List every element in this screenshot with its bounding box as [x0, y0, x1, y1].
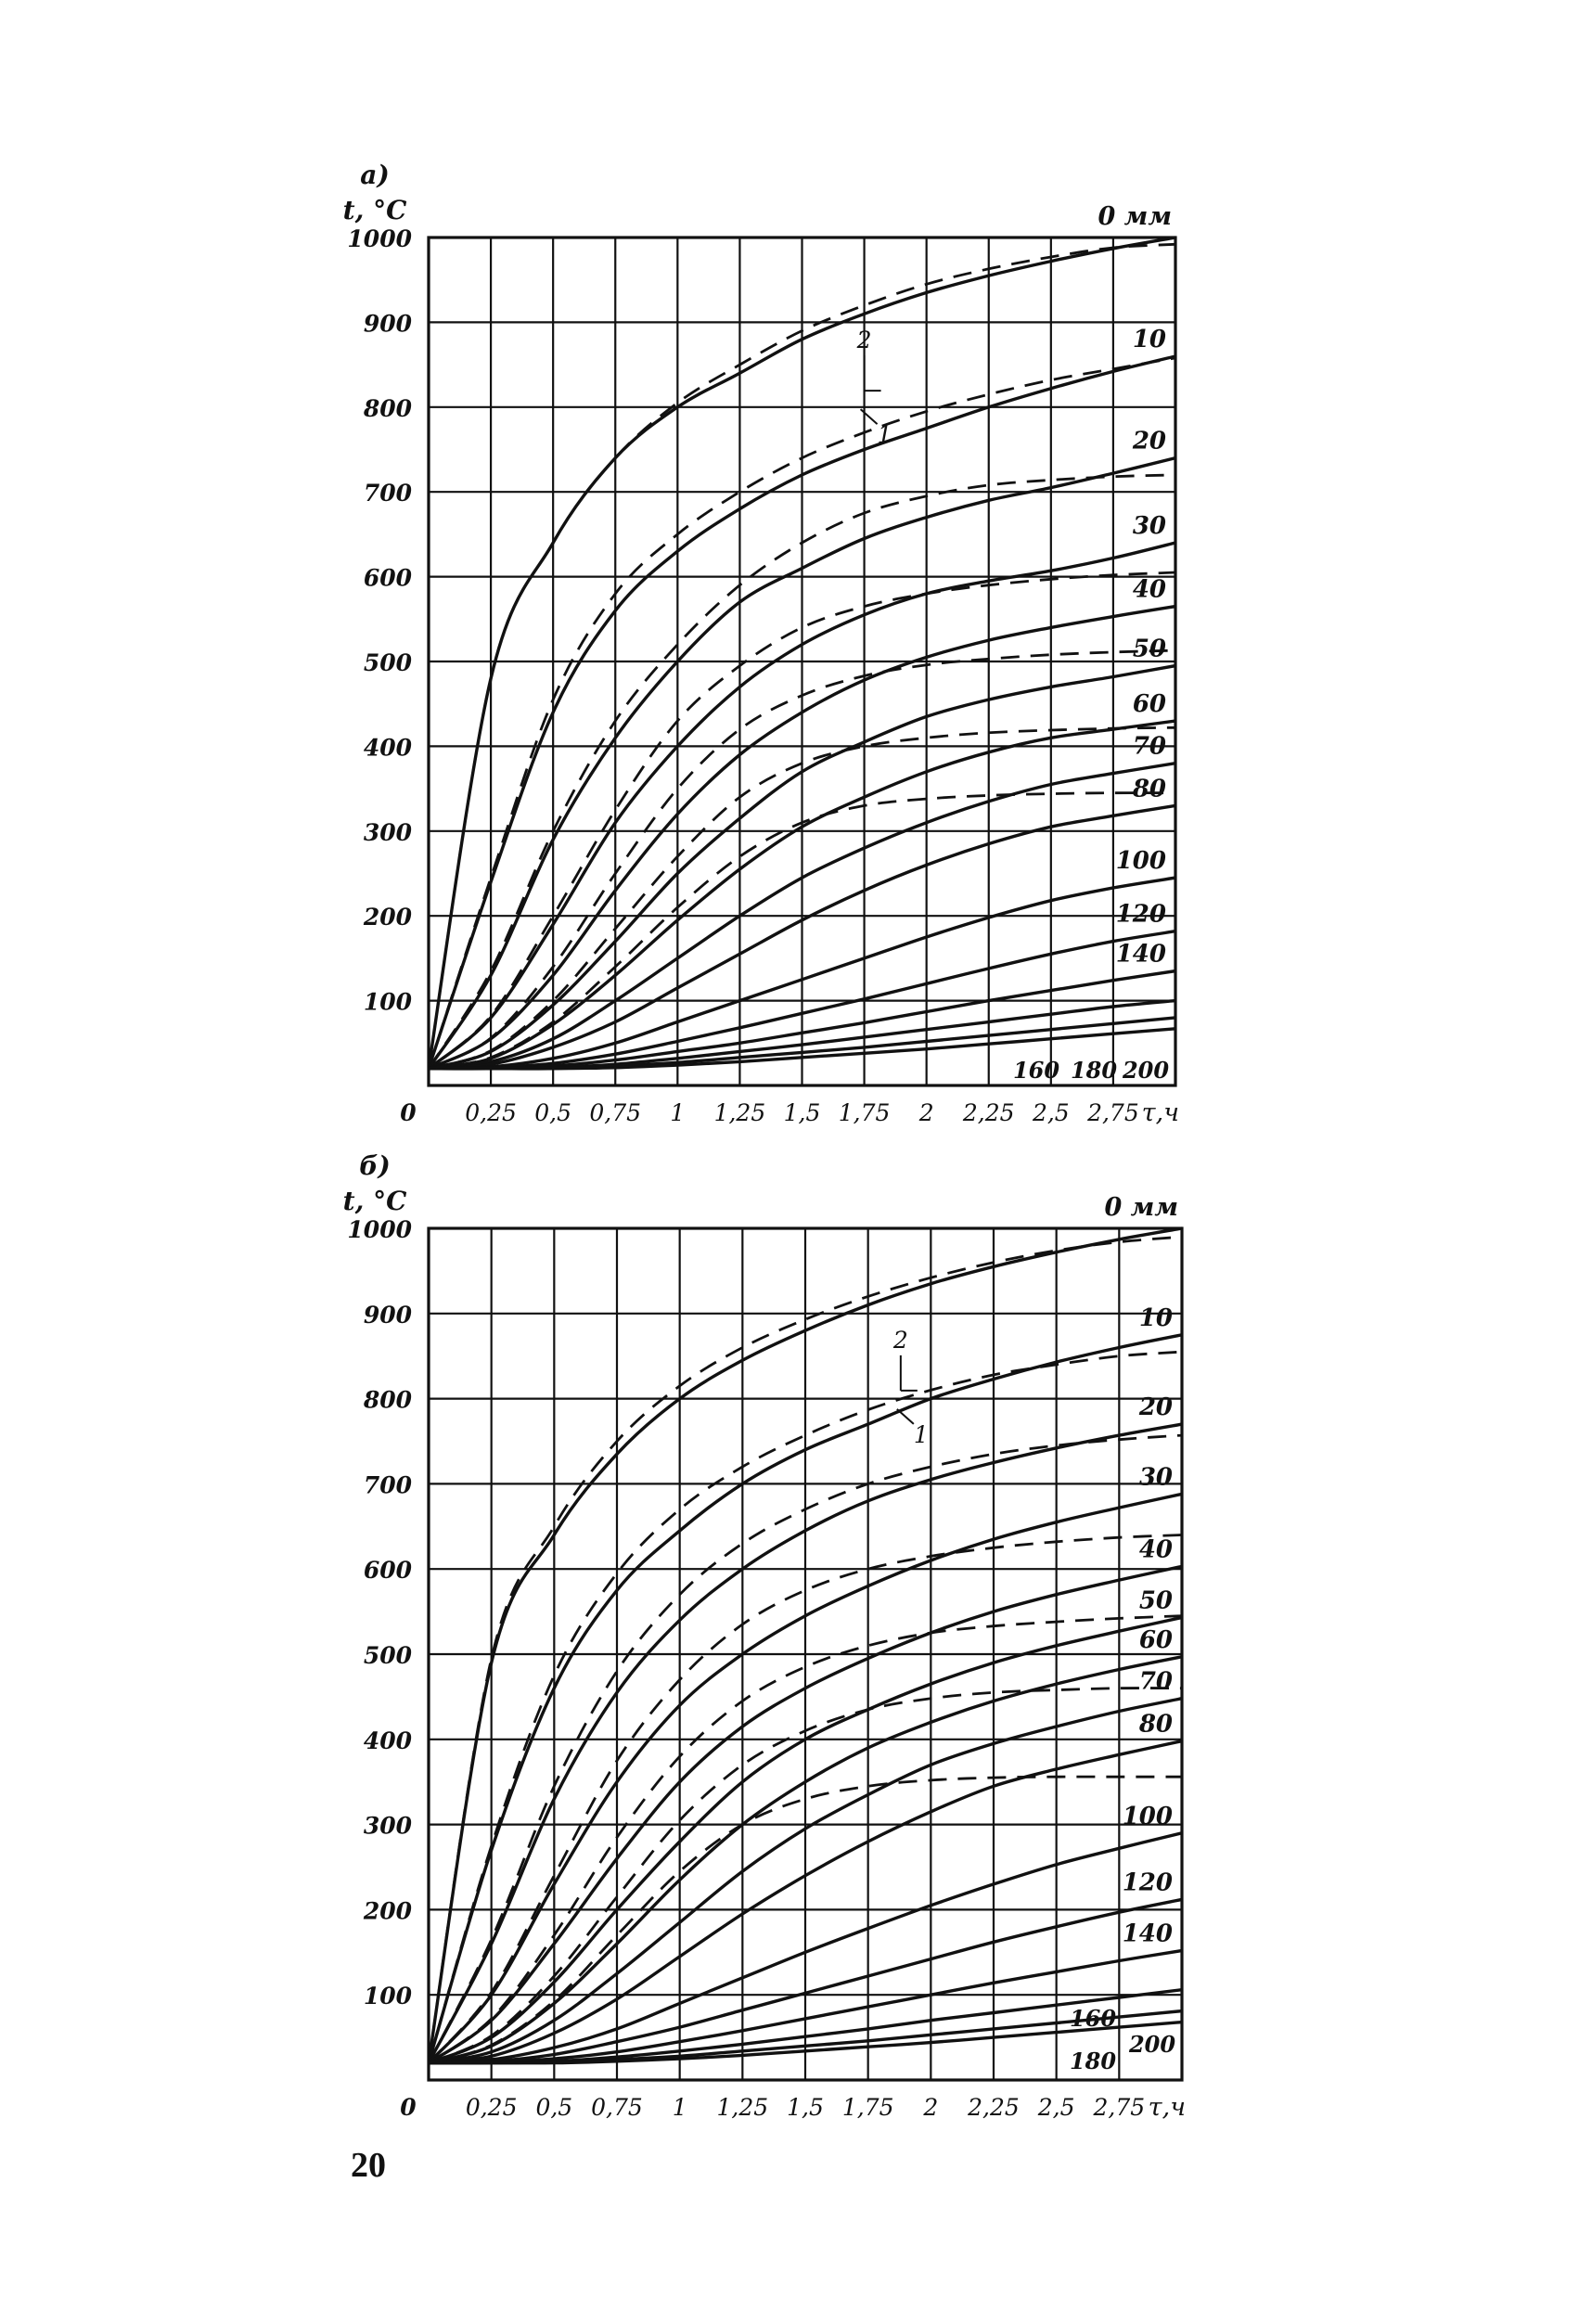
page-number: 20: [351, 2146, 386, 2185]
series-label: 50: [1138, 1586, 1173, 1615]
series-label: 120: [1115, 900, 1166, 929]
origin-label: 0: [400, 2094, 417, 2121]
legend-leader-solid: [861, 409, 878, 424]
y-tick-label: 800: [363, 1386, 412, 1414]
y-tick-label: 300: [363, 818, 412, 846]
series-label: 20: [1138, 1393, 1173, 1422]
legend-leader-solid: [897, 1409, 914, 1424]
y-tick-label: 1000: [347, 1216, 412, 1243]
origin-label: 0: [400, 1099, 417, 1126]
series-label: 80: [1132, 775, 1166, 803]
x-tick-label: 1,5: [783, 1099, 821, 1126]
series-label: 60: [1138, 1625, 1173, 1654]
x-tick-label: 1,75: [838, 1099, 891, 1126]
y-tick-label: 300: [363, 1812, 412, 1840]
y-tick-label: 800: [363, 394, 412, 422]
y-tick-label: 500: [363, 1642, 412, 1669]
chart-panel-b: [343, 1150, 1186, 2122]
series-label: 10: [1132, 325, 1166, 353]
x-tick-label: 2,5: [1032, 1099, 1070, 1126]
series-label: 200: [1128, 2031, 1176, 2058]
series-label: 80: [1138, 1710, 1173, 1739]
y-tick-label: 700: [363, 1471, 412, 1499]
x-tick-label: 1: [672, 2094, 687, 2121]
series-label: 160: [1012, 1057, 1060, 1084]
x-tick-label: 0,75: [589, 1099, 642, 1126]
series-label: 60: [1132, 689, 1166, 718]
legend-label-solid: 1: [877, 421, 892, 449]
series-labels: [1013, 202, 1172, 1084]
series-label: 160: [1069, 2005, 1117, 2032]
x-tick-label: 0,25: [465, 1099, 517, 1126]
series-label: 200: [1122, 1057, 1170, 1084]
x-axis-label: τ,ч: [1141, 1098, 1179, 1127]
x-tick-label: 1,25: [716, 2094, 769, 2121]
series-label: 10: [1138, 1303, 1173, 1332]
y-tick-label: 400: [363, 734, 412, 762]
series-label: 0 мм: [1098, 202, 1172, 231]
panel-label: а): [360, 160, 390, 190]
y-tick-label: 200: [363, 904, 412, 931]
x-tick-label: 2,75: [1093, 2094, 1146, 2121]
x-tick-label: 0,5: [535, 2094, 573, 2121]
y-axis-label: t, °C: [342, 1186, 407, 1216]
series-label: 140: [1115, 940, 1166, 969]
x-tick-label: 2,25: [962, 1099, 1015, 1126]
x-tick-label: 0,25: [465, 2094, 518, 2121]
series-labels: [1070, 1193, 1178, 2074]
grid: [429, 238, 1175, 1085]
x-tick-label: 2: [918, 1099, 934, 1126]
series-label: 40: [1132, 575, 1166, 604]
series-label: 120: [1122, 1868, 1173, 1897]
series-label: 180: [1069, 2048, 1117, 2074]
x-tick-label: 2: [923, 2094, 939, 2121]
y-tick-label: 1000: [347, 225, 412, 252]
series-label: 70: [1138, 1667, 1173, 1696]
y-tick-label: 100: [363, 1983, 412, 2010]
x-tick-label: 2,75: [1087, 1099, 1139, 1126]
y-tick-label: 400: [363, 1727, 412, 1754]
y-tick-label: 100: [363, 988, 412, 1016]
panel-label: б): [359, 1150, 391, 1181]
y-tick-label: 200: [363, 1897, 412, 1925]
x-tick-label: 0,75: [591, 2094, 643, 2121]
legend-label-solid: 1: [913, 1420, 929, 1448]
series-label: 0 мм: [1104, 1193, 1178, 1222]
y-tick-label: 500: [363, 649, 412, 676]
x-tick-label: 1,25: [713, 1099, 766, 1126]
series-label: 180: [1070, 1057, 1118, 1084]
series-label: 140: [1122, 1920, 1173, 1948]
y-tick-label: 700: [363, 480, 412, 507]
legend-label-dashed: 2: [856, 327, 872, 354]
chart-panel-a: [343, 160, 1179, 1127]
x-tick-label: 1,75: [841, 2094, 894, 2121]
y-tick-label: 900: [363, 310, 412, 338]
series-label: 100: [1115, 847, 1166, 876]
x-tick-label: 0,5: [534, 1099, 572, 1126]
x-tick-label: 1,5: [787, 2094, 824, 2121]
x-axis-label: τ,ч: [1148, 2093, 1186, 2122]
series-label: 50: [1132, 635, 1166, 663]
series-label: 30: [1138, 1463, 1173, 1492]
x-tick-label: 1: [670, 1099, 686, 1126]
series-label: 100: [1122, 1802, 1173, 1830]
legend-label-dashed: 2: [892, 1326, 908, 1354]
x-tick-label: 2,25: [968, 2094, 1020, 2121]
series-label: 30: [1132, 512, 1166, 541]
y-tick-label: 600: [363, 564, 412, 592]
series-label: 70: [1132, 732, 1166, 761]
y-tick-label: 600: [363, 1557, 412, 1585]
y-tick-label: 900: [363, 1301, 412, 1329]
series-label: 40: [1138, 1535, 1173, 1564]
y-axis-label: t, °C: [342, 195, 407, 225]
series-label: 20: [1132, 427, 1166, 456]
x-tick-label: 2,5: [1037, 2094, 1075, 2121]
